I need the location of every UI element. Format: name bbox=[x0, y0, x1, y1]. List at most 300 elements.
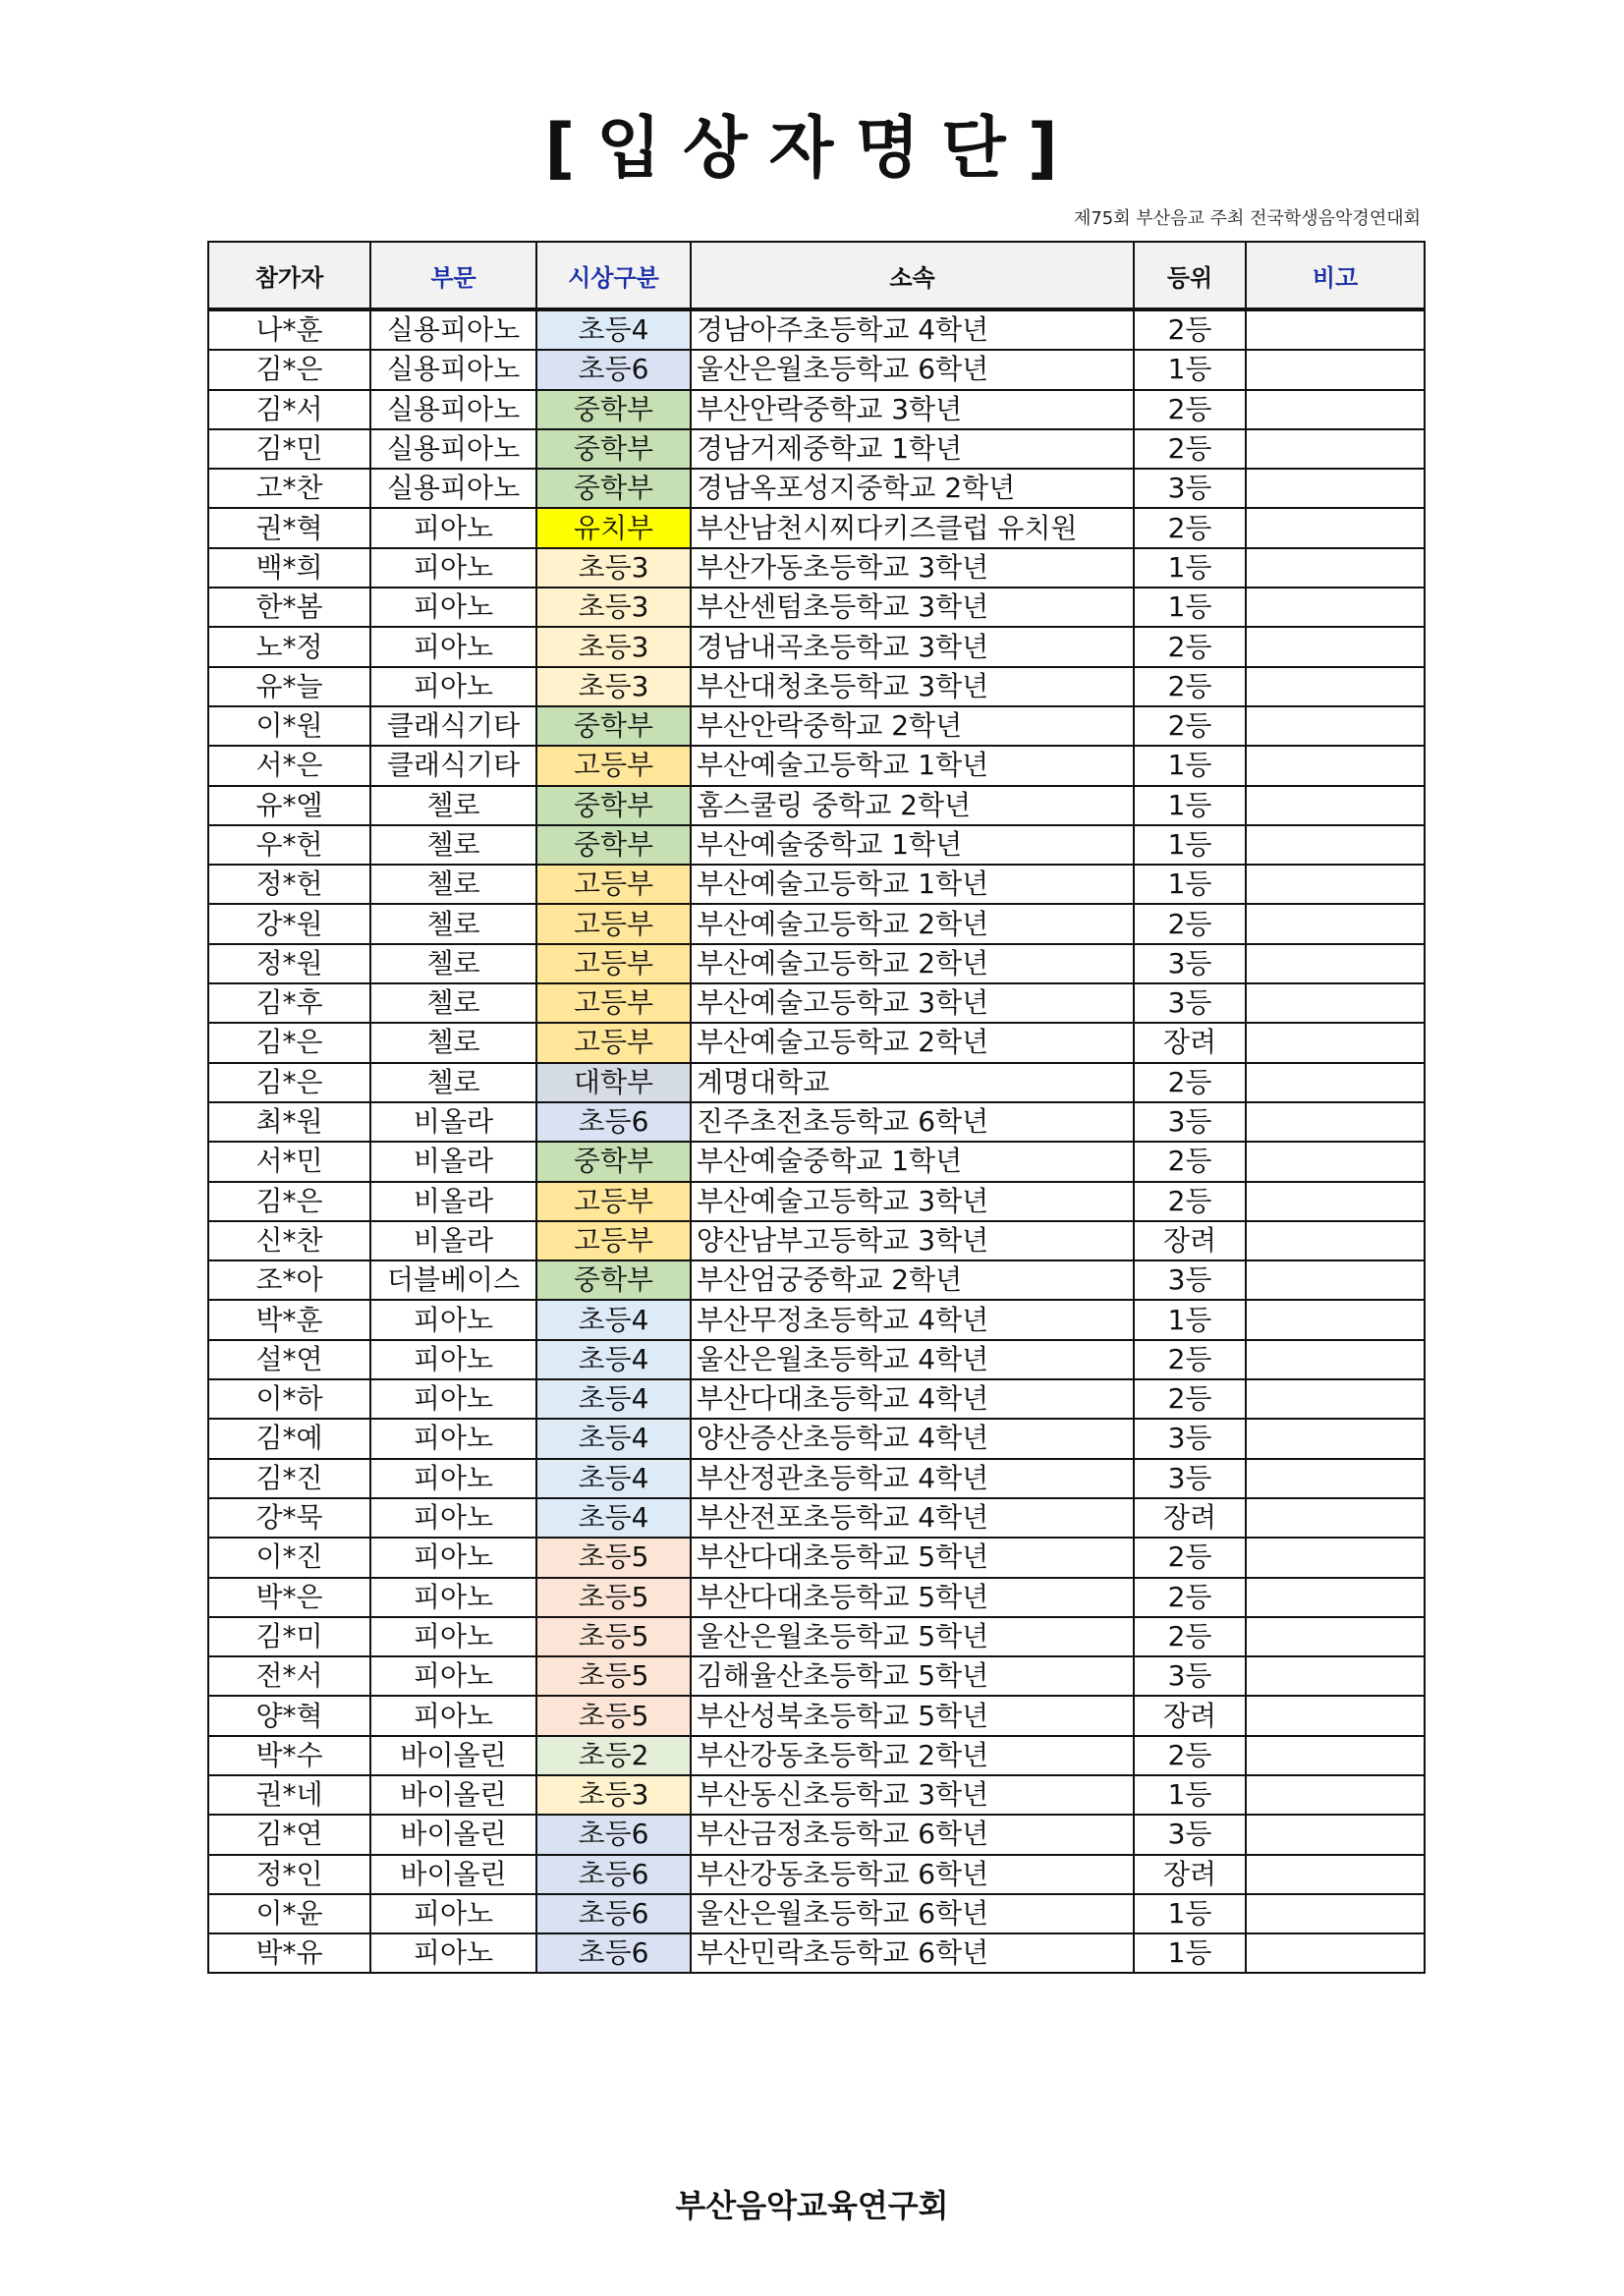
participant-cell: 이*원 bbox=[208, 706, 370, 746]
affiliation-cell: 부산예술고등학교 3학년 bbox=[691, 1182, 1134, 1221]
division-cell: 첼로 bbox=[370, 865, 536, 904]
affiliation-cell: 부산가동초등학교 3학년 bbox=[691, 548, 1134, 588]
affiliation-cell: 경남내곡초등학교 3학년 bbox=[691, 627, 1134, 666]
category-cell: 초등5 bbox=[536, 1696, 691, 1735]
affiliation-cell: 부산안락중학교 3학년 bbox=[691, 390, 1134, 429]
note-cell bbox=[1246, 1182, 1425, 1221]
affiliation-cell: 부산예술고등학교 3학년 bbox=[691, 983, 1134, 1023]
rank-cell: 1등 bbox=[1134, 548, 1246, 588]
division-cell: 피아노 bbox=[370, 1696, 536, 1735]
division-cell: 피아노 bbox=[370, 1498, 536, 1538]
note-cell bbox=[1246, 508, 1425, 547]
table-row bbox=[208, 508, 1425, 547]
division-cell: 바이올린 bbox=[370, 1775, 536, 1815]
rank-cell: 2등 bbox=[1134, 1736, 1246, 1775]
category-cell: 초등6 bbox=[536, 1894, 691, 1933]
rank-cell: 3등 bbox=[1134, 983, 1246, 1023]
participant-cell: 정*원 bbox=[208, 944, 370, 983]
participant-cell: 강*묵 bbox=[208, 1498, 370, 1538]
division-cell: 피아노 bbox=[370, 1656, 536, 1696]
header-affiliation: 소속 bbox=[691, 242, 1134, 309]
table-row bbox=[208, 1498, 1425, 1538]
rank-cell: 장려 bbox=[1134, 1221, 1246, 1260]
note-cell bbox=[1246, 944, 1425, 983]
participant-cell: 김*진 bbox=[208, 1459, 370, 1498]
table-row bbox=[208, 1617, 1425, 1656]
rank-cell: 1등 bbox=[1134, 588, 1246, 627]
participant-cell: 최*원 bbox=[208, 1102, 370, 1142]
affiliation-cell: 양산증산초등학교 4학년 bbox=[691, 1419, 1134, 1458]
table-row bbox=[208, 1260, 1425, 1300]
table-row bbox=[208, 1578, 1425, 1617]
table-row bbox=[208, 1894, 1425, 1933]
affiliation-cell: 부산강동초등학교 2학년 bbox=[691, 1736, 1134, 1775]
table-row bbox=[208, 746, 1425, 785]
table-row bbox=[208, 469, 1425, 508]
division-cell: 피아노 bbox=[370, 1617, 536, 1656]
division-cell: 피아노 bbox=[370, 588, 536, 627]
table-row bbox=[208, 548, 1425, 588]
rank-cell: 2등 bbox=[1134, 1182, 1246, 1221]
rank-cell: 2등 bbox=[1134, 1538, 1246, 1577]
category-cell: 초등3 bbox=[536, 588, 691, 627]
rank-cell: 3등 bbox=[1134, 944, 1246, 983]
note-cell bbox=[1246, 865, 1425, 904]
affiliation-cell: 부산대청초등학교 3학년 bbox=[691, 667, 1134, 706]
category-cell: 고등부 bbox=[536, 983, 691, 1023]
category-cell: 초등3 bbox=[536, 548, 691, 588]
rank-cell: 3등 bbox=[1134, 1102, 1246, 1142]
division-cell: 피아노 bbox=[370, 548, 536, 588]
table-row bbox=[208, 1656, 1425, 1696]
participant-cell: 나*훈 bbox=[208, 309, 370, 350]
category-cell: 중학부 bbox=[536, 706, 691, 746]
winners-table bbox=[207, 241, 1426, 1974]
affiliation-cell: 부산엄궁중학교 2학년 bbox=[691, 1260, 1134, 1300]
table-row bbox=[208, 309, 1425, 350]
note-cell bbox=[1246, 1894, 1425, 1933]
note-cell bbox=[1246, 1736, 1425, 1775]
category-cell: 초등6 bbox=[536, 1102, 691, 1142]
rank-cell: 3등 bbox=[1134, 1815, 1246, 1854]
participant-cell: 서*민 bbox=[208, 1142, 370, 1181]
affiliation-cell: 울산은월초등학교 6학년 bbox=[691, 1894, 1134, 1933]
category-cell: 초등5 bbox=[536, 1538, 691, 1577]
category-cell: 대학부 bbox=[536, 1063, 691, 1102]
note-cell bbox=[1246, 786, 1425, 825]
division-cell: 피아노 bbox=[370, 1300, 536, 1339]
note-cell bbox=[1246, 1815, 1425, 1854]
affiliation-cell: 부산다대초등학교 5학년 bbox=[691, 1578, 1134, 1617]
category-cell: 초등4 bbox=[536, 1300, 691, 1339]
table-row bbox=[208, 1775, 1425, 1815]
note-cell bbox=[1246, 309, 1425, 350]
division-cell: 실용피아노 bbox=[370, 309, 536, 350]
category-cell: 고등부 bbox=[536, 865, 691, 904]
note-cell bbox=[1246, 627, 1425, 666]
participant-cell: 노*정 bbox=[208, 627, 370, 666]
rank-cell: 1등 bbox=[1134, 1775, 1246, 1815]
division-cell: 피아노 bbox=[370, 627, 536, 666]
affiliation-cell: 김해율산초등학교 5학년 bbox=[691, 1656, 1134, 1696]
category-cell: 유치부 bbox=[536, 508, 691, 547]
participant-cell: 유*늘 bbox=[208, 667, 370, 706]
category-cell: 중학부 bbox=[536, 469, 691, 508]
table-row bbox=[208, 1933, 1425, 1973]
rank-cell: 2등 bbox=[1134, 1617, 1246, 1656]
note-cell bbox=[1246, 1340, 1425, 1379]
rank-cell: 2등 bbox=[1134, 667, 1246, 706]
rank-cell: 1등 bbox=[1134, 746, 1246, 785]
rank-cell: 1등 bbox=[1134, 1300, 1246, 1339]
table-row bbox=[208, 1300, 1425, 1339]
note-cell bbox=[1246, 1656, 1425, 1696]
category-cell: 초등5 bbox=[536, 1656, 691, 1696]
competition-subtitle: 제75회 부산음교 주최 전국학생음악경연대회 bbox=[1073, 208, 1421, 229]
affiliation-cell: 양산남부고등학교 3학년 bbox=[691, 1221, 1134, 1260]
rank-cell: 1등 bbox=[1134, 350, 1246, 389]
participant-cell: 서*은 bbox=[208, 746, 370, 785]
organizer-footer: 부산음악교육연구회 bbox=[675, 2187, 949, 2224]
category-cell: 초등6 bbox=[536, 1815, 691, 1854]
note-cell bbox=[1246, 746, 1425, 785]
participant-cell: 백*희 bbox=[208, 548, 370, 588]
table-row bbox=[208, 1815, 1425, 1854]
category-cell: 초등4 bbox=[536, 1459, 691, 1498]
affiliation-cell: 부산성북초등학교 5학년 bbox=[691, 1696, 1134, 1735]
affiliation-cell: 부산예술고등학교 1학년 bbox=[691, 865, 1134, 904]
division-cell: 피아노 bbox=[370, 1894, 536, 1933]
division-cell: 피아노 bbox=[370, 1379, 536, 1419]
affiliation-cell: 경남거제중학교 1학년 bbox=[691, 429, 1134, 469]
note-cell bbox=[1246, 1538, 1425, 1577]
category-cell: 초등3 bbox=[536, 667, 691, 706]
note-cell bbox=[1246, 1459, 1425, 1498]
participant-cell: 박*은 bbox=[208, 1578, 370, 1617]
rank-cell: 2등 bbox=[1134, 1379, 1246, 1419]
division-cell: 실용피아노 bbox=[370, 429, 536, 469]
rank-cell: 1등 bbox=[1134, 786, 1246, 825]
affiliation-cell: 부산강동초등학교 6학년 bbox=[691, 1855, 1134, 1894]
rank-cell: 장려 bbox=[1134, 1855, 1246, 1894]
affiliation-cell: 부산예술중학교 1학년 bbox=[691, 1142, 1134, 1181]
rank-cell: 1등 bbox=[1134, 1933, 1246, 1973]
header-category: 시상구분 bbox=[536, 242, 691, 309]
affiliation-cell: 부산남천시찌다키즈클럽 유치원 bbox=[691, 508, 1134, 547]
rank-cell: 2등 bbox=[1134, 1142, 1246, 1181]
category-cell: 중학부 bbox=[536, 1260, 691, 1300]
participant-cell: 양*혁 bbox=[208, 1696, 370, 1735]
division-cell: 피아노 bbox=[370, 1578, 536, 1617]
rank-cell: 2등 bbox=[1134, 904, 1246, 943]
note-cell bbox=[1246, 1300, 1425, 1339]
rank-cell: 2등 bbox=[1134, 627, 1246, 666]
category-cell: 고등부 bbox=[536, 746, 691, 785]
affiliation-cell: 계명대학교 bbox=[691, 1063, 1134, 1102]
division-cell: 피아노 bbox=[370, 1933, 536, 1973]
division-cell: 실용피아노 bbox=[370, 469, 536, 508]
participant-cell: 권*혁 bbox=[208, 508, 370, 547]
table-row bbox=[208, 1182, 1425, 1221]
category-cell: 초등4 bbox=[536, 1419, 691, 1458]
category-cell: 고등부 bbox=[536, 1023, 691, 1062]
note-cell bbox=[1246, 1855, 1425, 1894]
rank-cell: 2등 bbox=[1134, 508, 1246, 547]
header-note: 비고 bbox=[1246, 242, 1425, 309]
table-row bbox=[208, 1063, 1425, 1102]
header-rank: 등위 bbox=[1134, 242, 1246, 309]
affiliation-cell: 울산은월초등학교 4학년 bbox=[691, 1340, 1134, 1379]
participant-cell: 박*훈 bbox=[208, 1300, 370, 1339]
note-cell bbox=[1246, 469, 1425, 508]
note-cell bbox=[1246, 1260, 1425, 1300]
category-cell: 중학부 bbox=[536, 390, 691, 429]
table-row bbox=[208, 1221, 1425, 1260]
division-cell: 피아노 bbox=[370, 1459, 536, 1498]
affiliation-cell: 부산무정초등학교 4학년 bbox=[691, 1300, 1134, 1339]
division-cell: 실용피아노 bbox=[370, 350, 536, 389]
rank-cell: 1등 bbox=[1134, 825, 1246, 865]
category-cell: 고등부 bbox=[536, 944, 691, 983]
table-row bbox=[208, 1102, 1425, 1142]
rank-cell: 2등 bbox=[1134, 309, 1246, 350]
participant-cell: 김*은 bbox=[208, 1023, 370, 1062]
table-row bbox=[208, 1459, 1425, 1498]
affiliation-cell: 부산전포초등학교 4학년 bbox=[691, 1498, 1134, 1538]
division-cell: 클래식기타 bbox=[370, 706, 536, 746]
division-cell: 피아노 bbox=[370, 667, 536, 706]
division-cell: 첼로 bbox=[370, 944, 536, 983]
note-cell bbox=[1246, 1063, 1425, 1102]
participant-cell: 설*연 bbox=[208, 1340, 370, 1379]
division-cell: 첼로 bbox=[370, 904, 536, 943]
category-cell: 고등부 bbox=[536, 1182, 691, 1221]
rank-cell: 3등 bbox=[1134, 1260, 1246, 1300]
rank-cell: 장려 bbox=[1134, 1696, 1246, 1735]
participant-cell: 우*헌 bbox=[208, 825, 370, 865]
note-cell bbox=[1246, 1617, 1425, 1656]
participant-cell: 김*민 bbox=[208, 429, 370, 469]
division-cell: 클래식기타 bbox=[370, 746, 536, 785]
participant-cell: 신*찬 bbox=[208, 1221, 370, 1260]
division-cell: 바이올린 bbox=[370, 1855, 536, 1894]
division-cell: 첼로 bbox=[370, 786, 536, 825]
category-cell: 초등4 bbox=[536, 1498, 691, 1538]
table-row bbox=[208, 627, 1425, 666]
participant-cell: 김*예 bbox=[208, 1419, 370, 1458]
rank-cell: 3등 bbox=[1134, 1459, 1246, 1498]
rank-cell: 3등 bbox=[1134, 1656, 1246, 1696]
note-cell bbox=[1246, 429, 1425, 469]
table-row bbox=[208, 904, 1425, 943]
header-division: 부문 bbox=[370, 242, 536, 309]
table-row bbox=[208, 1736, 1425, 1775]
participant-cell: 박*유 bbox=[208, 1933, 370, 1973]
division-cell: 첼로 bbox=[370, 1063, 536, 1102]
division-cell: 피아노 bbox=[370, 1419, 536, 1458]
note-cell bbox=[1246, 1221, 1425, 1260]
category-cell: 중학부 bbox=[536, 825, 691, 865]
participant-cell: 김*은 bbox=[208, 1182, 370, 1221]
division-cell: 더블베이스 bbox=[370, 1260, 536, 1300]
table-row bbox=[208, 1538, 1425, 1577]
division-cell: 바이올린 bbox=[370, 1736, 536, 1775]
table-row bbox=[208, 390, 1425, 429]
note-cell bbox=[1246, 825, 1425, 865]
participant-cell: 김*은 bbox=[208, 350, 370, 389]
note-cell bbox=[1246, 350, 1425, 389]
division-cell: 바이올린 bbox=[370, 1815, 536, 1854]
participant-cell: 이*윤 bbox=[208, 1894, 370, 1933]
division-cell: 첼로 bbox=[370, 825, 536, 865]
category-cell: 초등6 bbox=[536, 350, 691, 389]
table-row bbox=[208, 944, 1425, 983]
category-cell: 고등부 bbox=[536, 1221, 691, 1260]
participant-cell: 박*수 bbox=[208, 1736, 370, 1775]
table-row bbox=[208, 667, 1425, 706]
category-cell: 중학부 bbox=[536, 429, 691, 469]
rank-cell: 2등 bbox=[1134, 1578, 1246, 1617]
note-cell bbox=[1246, 1775, 1425, 1815]
note-cell bbox=[1246, 548, 1425, 588]
participant-cell: 김*후 bbox=[208, 983, 370, 1023]
division-cell: 비올라 bbox=[370, 1182, 536, 1221]
rank-cell: 장려 bbox=[1134, 1498, 1246, 1538]
note-cell bbox=[1246, 706, 1425, 746]
affiliation-cell: 부산예술고등학교 2학년 bbox=[691, 1023, 1134, 1062]
note-cell bbox=[1246, 1696, 1425, 1735]
note-cell bbox=[1246, 1578, 1425, 1617]
affiliation-cell: 부산예술고등학교 2학년 bbox=[691, 944, 1134, 983]
affiliation-cell: 경남아주초등학교 4학년 bbox=[691, 309, 1134, 350]
note-cell bbox=[1246, 390, 1425, 429]
rank-cell: 1등 bbox=[1134, 865, 1246, 904]
rank-cell: 3등 bbox=[1134, 469, 1246, 508]
category-cell: 초등6 bbox=[536, 1855, 691, 1894]
table-row bbox=[208, 1023, 1425, 1062]
note-cell bbox=[1246, 1419, 1425, 1458]
page-title: [입상자명단] bbox=[544, 110, 1080, 188]
affiliation-cell: 부산다대초등학교 4학년 bbox=[691, 1379, 1134, 1419]
affiliation-cell: 울산은월초등학교 5학년 bbox=[691, 1617, 1134, 1656]
rank-cell: 1등 bbox=[1134, 1894, 1246, 1933]
note-cell bbox=[1246, 1379, 1425, 1419]
participant-cell: 김*연 bbox=[208, 1815, 370, 1854]
table-row bbox=[208, 1340, 1425, 1379]
rank-cell: 2등 bbox=[1134, 706, 1246, 746]
participant-cell: 정*헌 bbox=[208, 865, 370, 904]
division-cell: 피아노 bbox=[370, 1340, 536, 1379]
affiliation-cell: 진주초전초등학교 6학년 bbox=[691, 1102, 1134, 1142]
affiliation-cell: 부산정관초등학교 4학년 bbox=[691, 1459, 1134, 1498]
affiliation-cell: 부산금정초등학교 6학년 bbox=[691, 1815, 1134, 1854]
affiliation-cell: 부산센텀초등학교 3학년 bbox=[691, 588, 1134, 627]
table-row bbox=[208, 1696, 1425, 1735]
table-row bbox=[208, 706, 1425, 746]
table-row bbox=[208, 786, 1425, 825]
participant-cell: 김*서 bbox=[208, 390, 370, 429]
division-cell: 첼로 bbox=[370, 1023, 536, 1062]
note-cell bbox=[1246, 667, 1425, 706]
category-cell: 초등5 bbox=[536, 1617, 691, 1656]
affiliation-cell: 부산예술고등학교 2학년 bbox=[691, 904, 1134, 943]
note-cell bbox=[1246, 1142, 1425, 1181]
note-cell bbox=[1246, 1102, 1425, 1142]
rank-cell: 2등 bbox=[1134, 1063, 1246, 1102]
affiliation-cell: 부산예술고등학교 1학년 bbox=[691, 746, 1134, 785]
rank-cell: 2등 bbox=[1134, 390, 1246, 429]
rank-cell: 3등 bbox=[1134, 1419, 1246, 1458]
participant-cell: 권*네 bbox=[208, 1775, 370, 1815]
note-cell bbox=[1246, 1933, 1425, 1973]
participant-cell: 전*서 bbox=[208, 1656, 370, 1696]
category-cell: 중학부 bbox=[536, 1142, 691, 1181]
participant-cell: 김*은 bbox=[208, 1063, 370, 1102]
category-cell: 중학부 bbox=[536, 786, 691, 825]
division-cell: 실용피아노 bbox=[370, 390, 536, 429]
note-cell bbox=[1246, 1498, 1425, 1538]
participant-cell: 이*진 bbox=[208, 1538, 370, 1577]
participant-cell: 김*미 bbox=[208, 1617, 370, 1656]
affiliation-cell: 부산민락초등학교 6학년 bbox=[691, 1933, 1134, 1973]
table-header-row bbox=[208, 242, 1425, 309]
table-row bbox=[208, 350, 1425, 389]
participant-cell: 유*엘 bbox=[208, 786, 370, 825]
rank-cell: 장려 bbox=[1134, 1023, 1246, 1062]
table-row bbox=[208, 1142, 1425, 1181]
category-cell: 초등4 bbox=[536, 1340, 691, 1379]
table-row bbox=[208, 429, 1425, 469]
table-row bbox=[208, 983, 1425, 1023]
division-cell: 비올라 bbox=[370, 1142, 536, 1181]
affiliation-cell: 홈스쿨링 중학교 2학년 bbox=[691, 786, 1134, 825]
note-cell bbox=[1246, 904, 1425, 943]
table-row bbox=[208, 865, 1425, 904]
category-cell: 초등3 bbox=[536, 627, 691, 666]
division-cell: 비올라 bbox=[370, 1102, 536, 1142]
table-row bbox=[208, 1419, 1425, 1458]
affiliation-cell: 부산안락중학교 2학년 bbox=[691, 706, 1134, 746]
category-cell: 초등5 bbox=[536, 1578, 691, 1617]
note-cell bbox=[1246, 588, 1425, 627]
division-cell: 첼로 bbox=[370, 983, 536, 1023]
note-cell bbox=[1246, 1023, 1425, 1062]
affiliation-cell: 부산다대초등학교 5학년 bbox=[691, 1538, 1134, 1577]
header-participant: 참가자 bbox=[208, 242, 370, 309]
category-cell: 고등부 bbox=[536, 904, 691, 943]
note-cell bbox=[1246, 983, 1425, 1023]
division-cell: 비올라 bbox=[370, 1221, 536, 1260]
rank-cell: 2등 bbox=[1134, 1340, 1246, 1379]
affiliation-cell: 부산예술중학교 1학년 bbox=[691, 825, 1134, 865]
table-row bbox=[208, 1855, 1425, 1894]
table-row bbox=[208, 588, 1425, 627]
category-cell: 초등2 bbox=[536, 1736, 691, 1775]
category-cell: 초등6 bbox=[536, 1933, 691, 1973]
participant-cell: 조*아 bbox=[208, 1260, 370, 1300]
participant-cell: 한*봄 bbox=[208, 588, 370, 627]
category-cell: 초등4 bbox=[536, 309, 691, 350]
table-body bbox=[208, 309, 1425, 1973]
table-row bbox=[208, 1379, 1425, 1419]
affiliation-cell: 울산은월초등학교 6학년 bbox=[691, 350, 1134, 389]
division-cell: 피아노 bbox=[370, 1538, 536, 1577]
participant-cell: 강*원 bbox=[208, 904, 370, 943]
affiliation-cell: 경남옥포성지중학교 2학년 bbox=[691, 469, 1134, 508]
category-cell: 초등3 bbox=[536, 1775, 691, 1815]
division-cell: 피아노 bbox=[370, 508, 536, 547]
table-row bbox=[208, 825, 1425, 865]
